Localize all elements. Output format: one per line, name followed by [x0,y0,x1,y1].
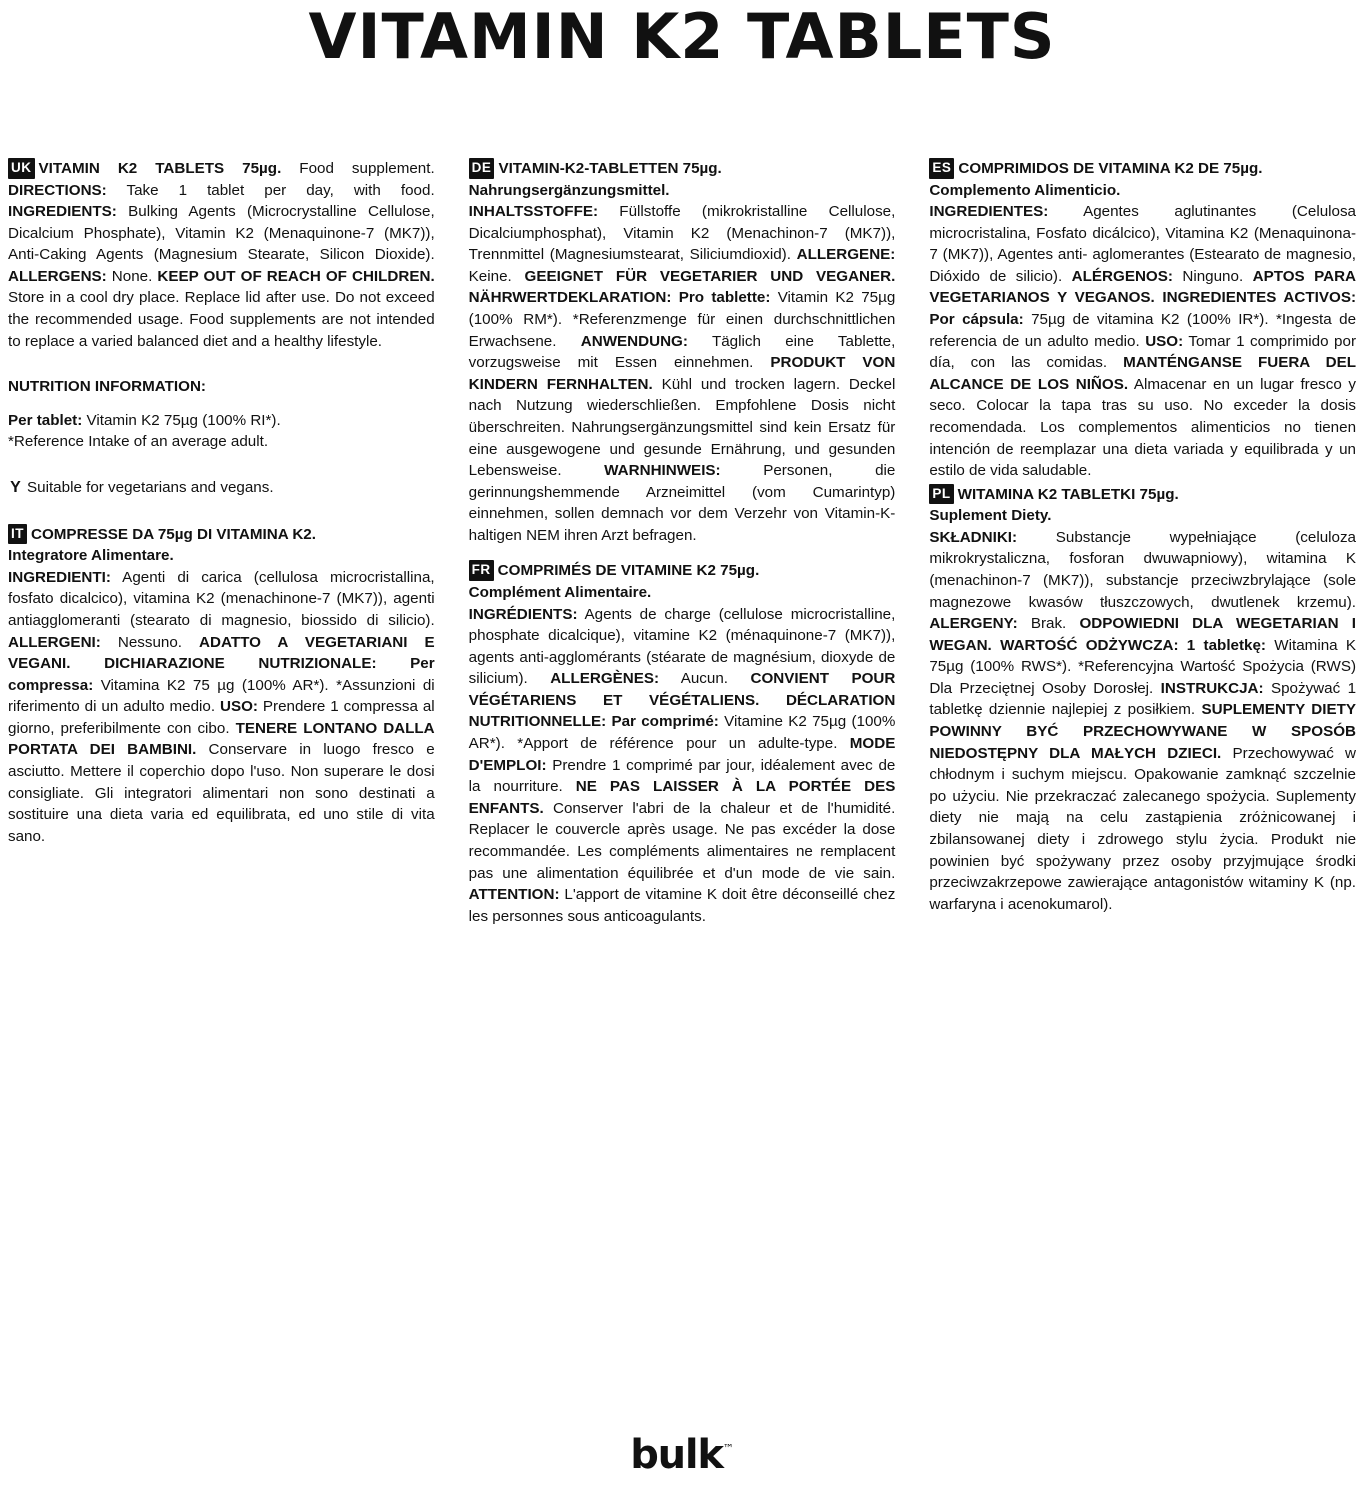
es-allergens-label: ALÉRGENOS: [1071,267,1173,285]
flag-it: IT [8,524,27,545]
section-uk-vegetarian [8,477,435,500]
pl-storage-text: Przechowywać w chłodnym i suchym miejscu. Opakowanie zamknąć szczelnie po użyciu. Nie przekraczać zalecanego spożycia. Suplementy diety nie mają na celu zastąpienia zróżnicowanej i zbilansowanej diety i zdrowego stylu życia. Produkt nie powinien być spożywany przez osoby przyjmujące środki przeciwzakrzepowe zawierające antagonistów witaminy K (np. warfaryna i acenokumarol). [929,744,1357,913]
fr-storage-text: Conserver l'abri de la chaleur et de l'humidité. Replacer le couvercle après usage. Ne pas excéder la dose recommandée. Les compléments alimentaires ne remplacent pas une alimentation équilibrée et d'un mode de vie sain. [468,799,896,882]
section-uk [8,158,435,352]
de-warning-text: Personen, die gerinnungshemmende Arzneimittel (vom Cumarintyp) einnehmen, sollen demnach vor dem Verzehr von Vitamin-K-haltigen NEM ihren Arzt befragen. [468,462,896,544]
spacer [8,354,435,376]
pl-allergens-label: ALERGENY: [929,615,1018,633]
uk-ingredients-label: INGREDIENTS: [8,203,117,221]
pl-allergens-text: Brak. [1017,615,1080,633]
it-use-label: USO: [220,698,258,716]
spacer [469,548,896,560]
it-ingredients-label: INGREDIENTI: [8,568,111,586]
it-veg-label: ADATTO A VEGETARIANI E VEGANI. DICHIARAZIONE NUTRIZIONALE: Per compressa: [8,633,435,694]
es-veg-label: APTOS PARA VEGETARIANOS Y VEGANOS. INGREDIENTES ACTIVOS: Por cápsula: [929,267,1357,329]
it-keep-out-label: TENERE LONTANO DALLA PORTATA DEI BAMBINI. [8,719,435,759]
es-ingredients-text: Agentes aglutinantes (Celulosa microcristalina, Fosfato dicálcico), Vitamina K2 (Menaquinona-7 (MK7)), Agentes anti- aglomerantes (Estearato de magnesio, Dióxido de silicio). [929,203,1357,285]
uk-per-tablet-line [8,410,435,432]
vegetarian-icon: Y [10,478,21,496]
es-use-label: USO: [1145,332,1184,350]
section-uk-nutrition [8,376,435,453]
es-heading-line [929,158,1356,180]
de-nutrition-text: Vitamin K2 75µg (100% RM*). *Referenzmenge für einen durchschnittlichen Erwachsene. [468,289,896,350]
spacer [8,502,435,524]
it-nutrition-text: Vitamina K2 75 µg (100% AR*). *Assunzioni di riferimento di un adulto medio. [8,676,435,716]
trademark-symbol: ™ [722,1442,734,1455]
fr-lead-bold: COMPRIMÉS DE VITAMINE K2 75µg. [497,562,760,580]
fr-veg-label: CONVIENT POUR VÉGÉTARIENS ET VÉGÉTALIENS. DÉCLARATION NUTRITIONNELLE: Par comprimé: [468,670,896,731]
es-allergens-text: Ninguno. [1172,267,1253,285]
it-lead-bold: COMPRESSE DA 75µg DI VITAMINA K2. [31,525,316,543]
section-es [929,158,1356,482]
uk-ingredients-text: Bulking Agents (Microcrystalline Cellulose, Dicalcium Phosphate), Vitamin K2 (Menaquinone-7 (MK7)), Anti-Caking Agents (Magnesium Stearate, Silicon Dioxide). [8,203,435,264]
de-warning-label: WARNHINWEIS: [604,462,721,480]
uk-veg-text: Suitable for vegetarians and vegans. [27,478,274,496]
uk-paragraph [8,158,435,352]
fr-nutrition-text: Vitamine K2 75µg (100% AR*). *Apport de référence pour un adulte-type. [468,713,896,753]
section-it [8,524,435,848]
fr-ingredients-label: INGRÉDIENTS: [468,605,578,623]
uk-directions-label: DIRECTIONS: [8,181,107,199]
uk-allergens-label: ALLERGENS: [8,267,107,285]
pl-keep-out-label: SUPLEMENTY DIETY POWINNY BYĆ PRZECHOWYWANE W SPOSÓB NIEDOSTĘPNY DLA MAŁYCH DZIECI. [929,701,1357,762]
es-subheading: Complemento Alimenticio. [929,181,1121,199]
fr-use-text: Prendre 1 comprimé par jour, idéalement avec de la nourriture. [468,756,896,796]
flag-fr: FR [469,560,494,581]
de-use-label: ANWENDUNG: [580,332,688,350]
pl-ingredients-label: SKŁADNIKI: [929,528,1018,546]
fr-ingredients-text: Agents de charge (cellulose microcristalline, phosphate dicalcique), vitamine K2 (ménaquinone-7 (MK7)), agents anti-agglomérants (stéarate de magnésium, dioxyde de silicium). [468,605,896,688]
es-body [929,201,1356,482]
pl-heading-line [929,484,1356,506]
uk-per-tablet-label: Per tablet: [8,411,83,429]
de-lead-bold: VITAMIN-K2-TABLETTEN 75µg. [498,160,722,177]
it-body [8,567,435,848]
de-allergens-text: Keine. [468,267,525,285]
fr-heading-line [469,560,896,582]
es-lead-bold: COMPRIMIDOS DE VITAMINA K2 DE 75µg. [958,160,1263,177]
fr-subheading: Complément Alimentaire. [468,583,652,601]
pl-subheading: Suplement Diety. [929,507,1052,525]
uk-directions-text: Take 1 tablet per day, with food. [106,181,435,199]
section-de [469,158,896,546]
uk-lead-bold: VITAMIN K2 TABLETS 75µg. [38,160,282,177]
uk-veg-line [8,477,435,500]
brand-logo [0,1432,1364,1478]
flag-pl: PL [929,484,953,505]
de-keep-out-label: PRODUKT VON KINDERN FERNHALTEN. [468,354,896,393]
it-allergens-text: Nessuno. [100,633,200,651]
es-nutrition-text: 75µg de vitamina K2 (100% IR*). *Ingesta de referencia de un adulto medio. [929,311,1357,350]
language-columns [8,158,1356,929]
it-storage-text: Conservare in luogo fresco e asciutto. Mettere il coperchio dopo l'uso. Non superare le dosi consigliate. Gli integratori alimentari non sono destinati a sostituire una dieta varia ed equilibrata, ed uno stile di vita sano. [8,741,435,845]
column-uk-it [8,158,435,929]
de-heading-line [469,158,896,180]
it-use-text: Prendere 1 compressa al giorno, preferibilmente con cibo. [8,698,435,737]
fr-allergens-text: Aucun. [659,670,751,688]
flag-uk: UK [8,158,35,179]
es-use-text: Tomar 1 comprimido por día, con las comidas. [929,332,1357,372]
pl-nutrition-text: Witamina K 75µg (100% RWS*). *Referencyjna Wartość Spożycia (RWS) Dla Przeciętnej Osoby Dorosłej. [929,636,1357,697]
es-ingredients-label: INGREDIENTES: [929,203,1049,221]
flag-de: DE [469,158,495,179]
pl-use-label: INSTRUKCJA: [1160,679,1264,697]
uk-reference-note: *Reference Intake of an average adult. [8,433,269,451]
de-nutrition-label: NÄHRWERTDEKLARATION: Pro tablette: [468,289,771,307]
de-storage-text: Kühl und trocken lagern. Deckel nach Nutzung wiederschließen. Empfohlene Dosis nicht überschreiten. Nahrungsergänzungsmittel sind kein Ersatz für eine ausgewogene und gesunde Ernährung, und gesunden Lebensweise. [468,375,896,480]
uk-storage-text: Store in a cool dry place. Replace lid after use. Do not exceed the recommended usage. Food supplements are not intended to replace a varied balanced diet and a healthy lifestyle. [8,289,435,350]
fr-body [469,604,896,928]
it-allergens-label: ALLERGENI: [8,633,101,651]
pl-use-text: Spożywać 1 tabletkę dziennie najlepiej z posiłkiem. [929,679,1357,719]
fr-use-label: MODE D'EMPLOI: [468,735,896,774]
it-heading-line [8,524,435,546]
pl-body [929,527,1356,915]
de-use-text: Täglich eine Tablette, vorzugsweise mit Essen einnehmen. [468,332,896,372]
uk-keep-out-label: KEEP OUT OF REACH OF CHILDREN. [157,267,435,285]
uk-per-tablet-text: Vitamin K2 75µg (100% RI*). [82,411,281,429]
fr-allergens-label: ALLERGÈNES: [550,670,660,688]
de-ingredients-label: INHALTSSTOFFE: [468,203,599,221]
fr-warning-text: L'apport de vitamine K doit être déconseillé chez les personnes sous anticoagulants. [468,886,896,925]
section-fr [469,560,896,927]
pl-ingredients-text: Substancje wypełniające (celuloza mikrokrystaliczna, fosforan dwuwapniowy), witamina K (menachinon-7 (MK7)), substancje przeciwzbrylające (sole magnezowe kwasów tłuszczowych, dwutlenek krzemu). [929,528,1357,611]
column-es-pl [929,158,1356,929]
pl-veg-label: ODPOWIEDNI DLA WEGETARIAN I WEGAN. WARTOŚĆ ODŻYWCZA: 1 tabletkę: [929,615,1357,654]
spacer [8,398,435,410]
it-ingredients-text: Agenti di carica (cellulosa microcristallina, fosfato dicalcico), vitamina K2 (menachinone-7 (MK7)), agenti antiagglomeranti (stearato di magnesio, biossido di silicio). [8,568,435,629]
spacer [8,455,435,477]
section-pl [929,484,1356,916]
uk-allergens-text: None. [106,267,158,285]
brand-name: bulk [630,1432,723,1478]
page-title: VITAMIN K2 TABLETS [308,0,1056,73]
pl-lead-bold: WITAMINA K2 TABLETKI 75µg. [957,485,1179,503]
uk-nutrition-heading: NUTRITION INFORMATION: [8,378,206,396]
flag-es: ES [929,158,954,179]
fr-warning-label: ATTENTION: [468,886,560,904]
es-storage-text: Almacenar en un lugar fresco y seco. Colocar la tapa tras su uso. No exceder la dosis recomendada. Los complementos alimenticios no tienen intención de reemplazar una dieta variada y equilibrada y un estilo de vida saludable. [929,375,1357,480]
de-body [469,201,896,546]
de-veg-label: GEEIGNET FÜR VEGETARIER UND VEGANER. [524,267,896,285]
it-subheading: Integratore Alimentare. [8,547,174,565]
es-keep-out-label: MANTÉNGANSE FUERA DEL ALCANCE DE LOS NIÑOS. [929,354,1357,393]
fr-keep-out-label: NE PAS LAISSER À LA PORTÉE DES ENFANTS. [468,778,896,817]
de-allergens-label: ALLERGENE: [796,246,896,264]
de-subheading: Nahrungsergänzungsmittel. [468,181,670,199]
column-de-fr [469,158,896,929]
de-ingredients-text: Füllstoffe (mikrokristalline Cellulose, Dicalciumphosphat), Vitamin K2 (Menachinon-7 (MK7)), Trennmittel (Magnesiumstearat, Siliciumdioxid). [468,203,896,264]
uk-lead-rest: Food supplement. [281,160,435,177]
